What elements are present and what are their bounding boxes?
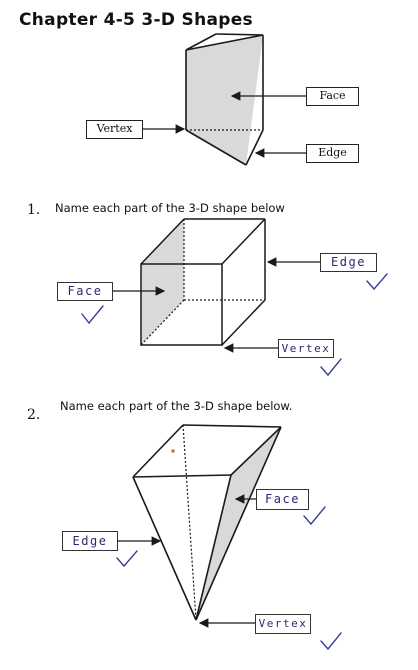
- q2-answer-vertex: Vertex: [255, 614, 311, 634]
- q1-cube: [141, 219, 265, 345]
- q2-answer-edge: Edge: [62, 531, 118, 551]
- check-mark-icon: [321, 359, 341, 375]
- check-mark-icon: [117, 551, 137, 566]
- q2-number: 2.: [27, 407, 41, 423]
- q2-answer-face: Face: [256, 489, 309, 510]
- check-mark-icon: [321, 633, 341, 649]
- q1-answer-face: Face: [57, 282, 113, 301]
- q1-answer-edge: Edge: [320, 253, 377, 272]
- example-face-label: Face: [306, 87, 359, 106]
- cube-shaded-face: [141, 219, 184, 345]
- page-title: Chapter 4-5 3-D Shapes: [19, 10, 253, 30]
- q1-number: 1.: [27, 202, 41, 218]
- check-mark-icon: [367, 274, 387, 289]
- check-mark-icon: [82, 306, 103, 323]
- q1-prompt: Name each part of the 3-D shape below: [55, 201, 285, 215]
- q1-answer-vertex: Vertex: [278, 339, 334, 358]
- q2-prompt: Name each part of the 3-D shape below.: [60, 399, 293, 413]
- example-prism: [186, 34, 263, 165]
- example-edge-label: Edge: [306, 144, 359, 163]
- example-vertex-label: Vertex: [86, 120, 143, 139]
- prism-shaded-face: [186, 35, 263, 165]
- q2-pyramid: [133, 425, 281, 620]
